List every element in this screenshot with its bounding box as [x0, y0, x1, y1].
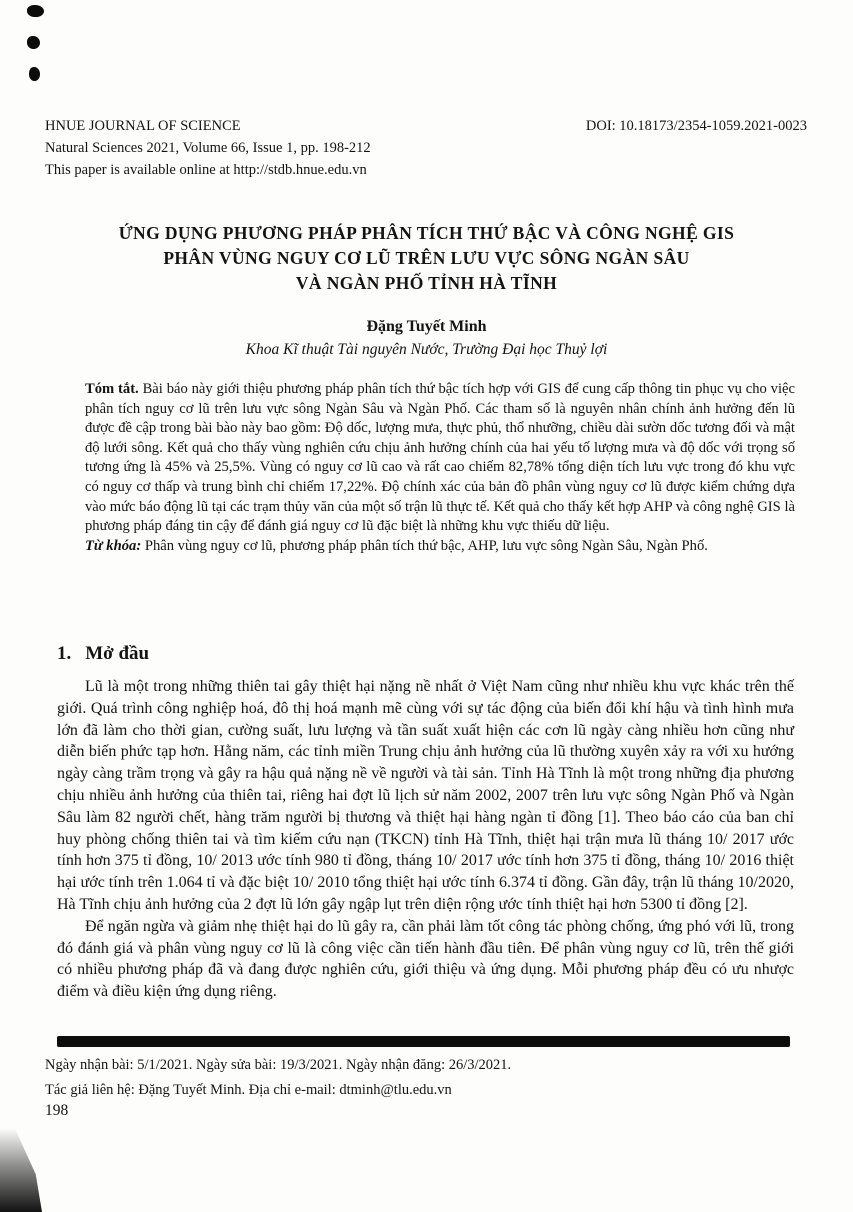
- scan-artifact-top-3: [29, 67, 40, 81]
- received-dates: Ngày nhận bài: 5/1/2021. Ngày sửa bài: 19/3/2021. Ngày nhận đăng: 26/3/2021.: [45, 1057, 512, 1073]
- article-title-line3: VÀ NGÀN PHỐ TỈNH HÀ TĨNH: [295, 273, 558, 293]
- section-1-body: [57, 676, 794, 1003]
- issue-info: Natural Sciences 2021, Volume 66, Issue 1, pp. 198-212: [45, 140, 371, 156]
- page-number: 198: [45, 1102, 69, 1119]
- abstract-label: Tóm tắt.: [85, 381, 139, 397]
- abstract-paragraph: [85, 380, 795, 537]
- journal-header: [45, 115, 807, 181]
- scan-artifact-bottom-corner: [0, 1128, 42, 1212]
- keywords-label: Từ khóa:: [85, 537, 142, 554]
- section-number: 1.: [57, 643, 72, 664]
- section-title: Mở đầu: [85, 643, 150, 664]
- author-affiliation: Khoa Kĩ thuật Tài nguyên Nước, Trường Đại học Thuỷ lợi: [245, 341, 608, 358]
- footnote-block: [45, 1053, 785, 1103]
- keywords-paragraph: [85, 537, 795, 557]
- body-paragraph-1: Lũ là một trong những thiên tai gây thiệt hại nặng nề nhất ở Việt Nam cũng như nhiều khu vực khác trên thế giới. Quá trình công nghiệp hoá, đô thị hoá mạnh mẽ cùng với sự tác động của biến đổi khí hậu và tình hình mưa lớn đã làm cho thời gian, cường suất, lưu lượng và tần suất xuất hiện các cơn lũ ngày càng nhiều hơn cũng như diễn biến phức tạp hơn. Hằng năm, các tỉnh miền Trung chịu ảnh hưởng của lũ thường xuyên xảy ra với xu hướng ngày càng trầm trọng và gây ra hậu quả nặng nề về người và tài sản. Tỉnh Hà Tĩnh là một trong những địa phương chịu nhiều ảnh hưởng của thiên tai, riêng hai đợt lũ lịch sử năm 2002, 2007 trên lưu vực sông Ngàn Phố và Ngàn Sâu làm 82 người chết, hàng trăm người bị thương và thiệt hại hàng ngàn tỉ đồng [1]. Theo báo cáo của ban chỉ huy phòng chống thiên tai và tìm kiếm cứu nạn (TKCN) tỉnh Hà Tĩnh, thiệt hại trận mưa lũ tháng 10/ 2017 ước tính hơn 375 tỉ đồng, 10/ 2013 ước tính 980 tỉ đồng, tháng 10/ 2017 ước tính hơn 375 tỉ đồng, tháng 10/ 2016 thiệt hại ước tính trên 1.064 tỉ và đặc biệt 10/ 2010 tổng thiệt hại ước tính 6.374 tỉ đồng. Gần đây, trận lũ tháng 10/2020, Hà Tĩnh chịu ảnh hưởng của 2 đợt lũ lớn gây ngập lụt trên diện rộng ước tính thiệt hại hơn 5300 tỉ đồng [2].: [57, 678, 794, 913]
- keywords-text: Phân vùng nguy cơ lũ, phương pháp phân tích thứ bậc, AHP, lưu vực sông Ngàn Sâu, Ngàn Phố.: [141, 537, 708, 554]
- section-heading-1: [57, 643, 149, 665]
- abstract-block: [85, 380, 795, 556]
- article-title-line1: ỨNG DỤNG PHƯƠNG PHÁP PHÂN TÍCH THỨ BẬC VÀ CÔNG NGHỆ GIS: [118, 223, 735, 243]
- article-title-line2: PHÂN VÙNG NGUY CƠ LŨ TRÊN LƯU VỰC SÔNG NGÀN SÂU: [163, 248, 690, 268]
- journal-name: HNUE JOURNAL OF SCIENCE: [45, 118, 241, 134]
- scan-artifact-top-2: [27, 36, 40, 49]
- body-paragraph-2: Để ngăn ngừa và giảm nhẹ thiệt hại do lũ gây ra, cần phải làm tốt công tác phòng chống, ứng phó với lũ, trong đó đánh giá và phân vùng nguy cơ lũ là công việc cần tiến hành đầu tiên. Để phân vùng nguy cơ lũ, trên thế giới có nhiều phương pháp đã và đang được nghiên cứu, giới thiệu và ứng dụng. Mỗi phương pháp đều có ưu nhược điểm và điều kiện ứng dụng riêng.: [57, 917, 794, 1001]
- author-name: Đặng Tuyết Minh: [366, 318, 487, 335]
- footnote-separator-bar: [57, 1036, 790, 1047]
- scan-artifact-top-1: [27, 5, 44, 17]
- article-title: [60, 221, 793, 296]
- doi: DOI: 10.18173/2354-1059.2021-0023: [585, 118, 807, 134]
- corresponding-author: Tác giả liên hệ: Đặng Tuyết Minh. Địa chỉ e-mail: dtminh@tlu.edu.vn: [45, 1082, 452, 1098]
- abstract-text: Bài báo này giới thiệu phương pháp phân tích thứ bậc tích hợp với GIS để cung cấp thông tin phục vụ cho việc phân tích nguy cơ lũ trên lưu vực sông Ngàn Sâu và Ngàn Phố. Các tham số là nguyên nhân chính ảnh hưởng đến lũ được đề cập trong bài bào này bao gồm: Độ dốc, lượng mưa, thực phủ, thổ nhưỡng, chiều dài sườn dốc tương đối và mật độ lưới sông. Kết quả cho thấy vùng nghiên cứu chịu ảnh hưởng chính của hai yếu tố lượng mưa và độ dốc với trọng số tương ứng là 45% và 25,5%. Vùng có nguy cơ lũ cao và rất cao chiếm 82,78% tổng diện tích lưu vực trong đó khu vực có nguy cơ thấp và trung bình chỉ chiếm 17,22%. Độ chính xác của bản đồ phân vùng nguy cơ lũ được kiểm chứng dựa vào mức báo động lũ tại các trạm thủy văn của một số trận lũ thực tế. Kết quả cho thấy kết hợp AHP và công nghệ GIS là phương pháp đáng tin cậy để đánh giá nguy cơ lũ đặc biệt là những khu vực thiếu dữ liệu.: [85, 381, 795, 535]
- availability-note: This paper is available online at http://stdb.hnue.edu.vn: [45, 162, 367, 178]
